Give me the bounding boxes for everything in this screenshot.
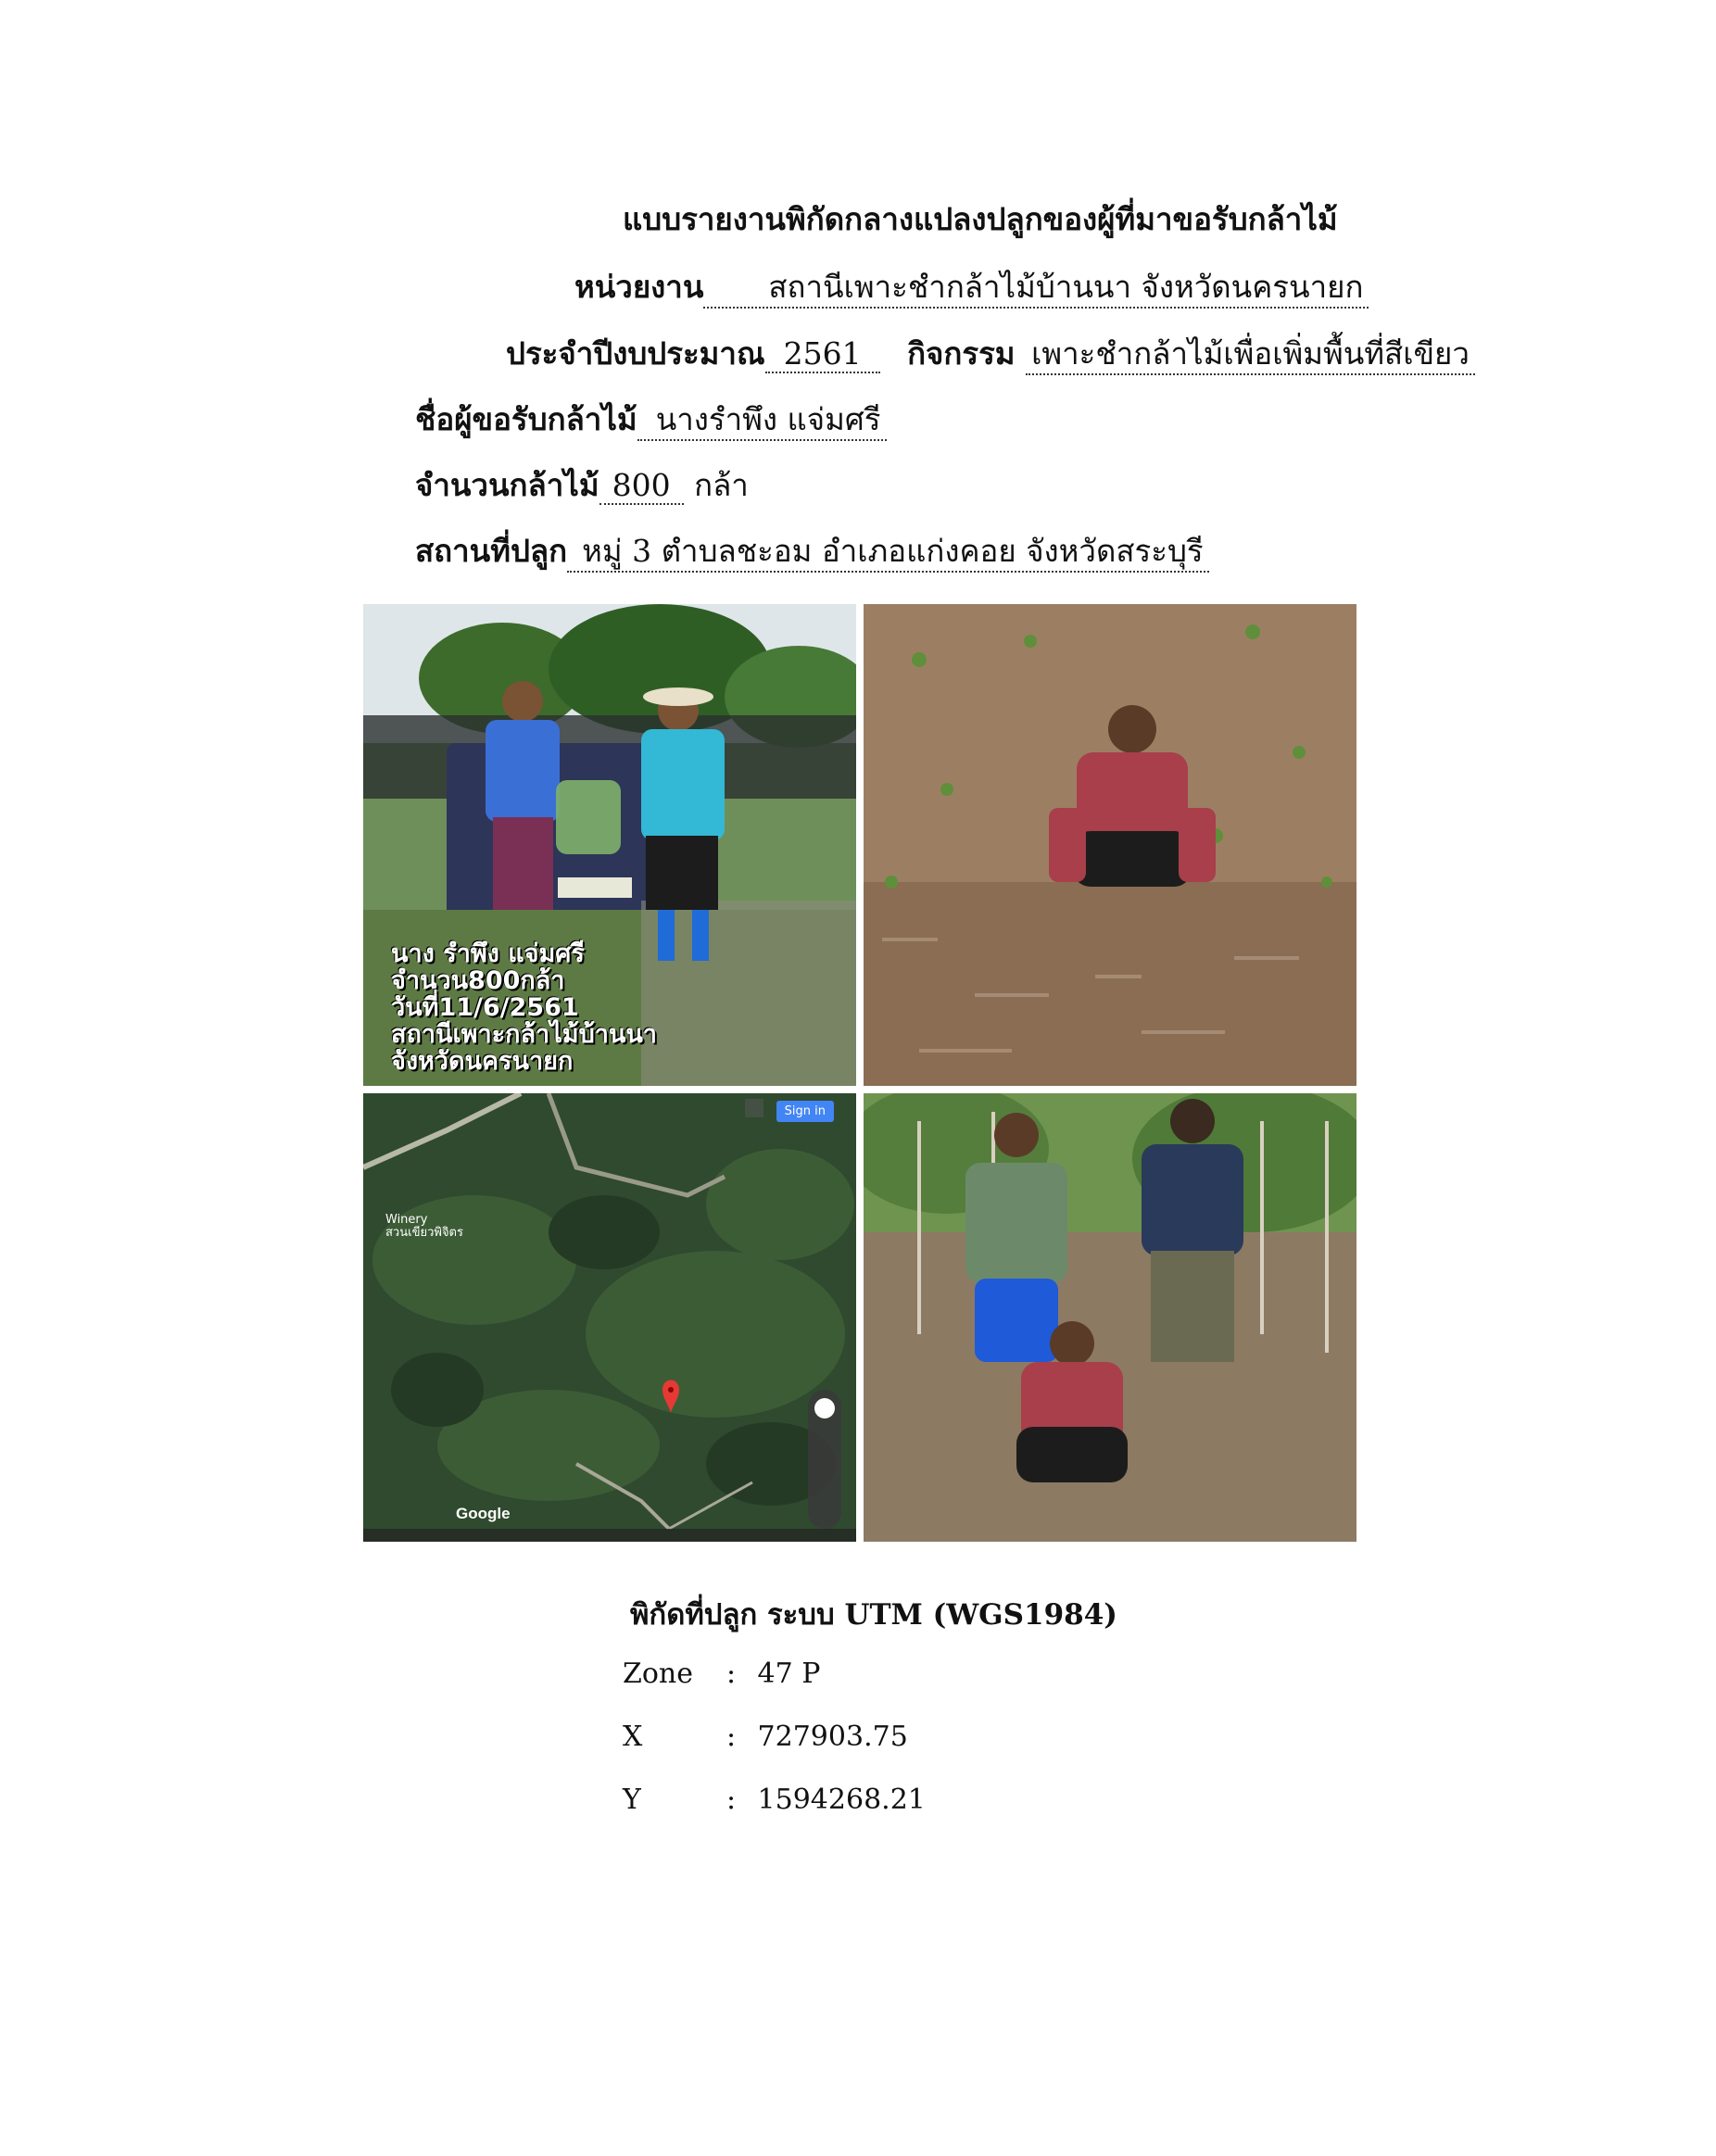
satellite-image — [363, 1093, 856, 1542]
activity-value: เพาะชำกล้าไม้เพื่อเพิ่มพื้นที่สีเขียว — [1026, 335, 1475, 375]
fiscal-year-value: 2561 — [765, 335, 880, 373]
x-value: 727903.75 — [757, 1721, 908, 1753]
handover-caption — [391, 940, 657, 1075]
zone-label: Zone — [623, 1658, 693, 1690]
caption-date: วันที่11/6/2561 — [391, 993, 579, 1022]
caption-name: นาง รำพึง แจ่มศรี — [391, 939, 585, 968]
quantity-value: 800 — [599, 467, 684, 505]
photo-group — [864, 1093, 1356, 1542]
y-label: Y — [623, 1784, 641, 1816]
map-sign-in-button[interactable]: Sign in — [776, 1101, 834, 1122]
x-label: X — [623, 1721, 643, 1753]
x-separator: : — [726, 1721, 737, 1753]
quantity-row — [415, 460, 749, 510]
photo-handover — [363, 604, 856, 1086]
location-label: สถานที่ปลูก — [415, 533, 568, 569]
coordinates-heading: พิกัดที่ปลูก ระบบ UTM (WGS1984) — [630, 1598, 1117, 1632]
zone-value: 47 P — [757, 1658, 821, 1690]
fiscal-year-label: ประจำปีงบประมาณ — [506, 335, 765, 372]
map-place-label[interactable] — [385, 1214, 463, 1240]
y-value: 1594268.21 — [757, 1784, 926, 1816]
recipient-value: นางรำพึง แจ่มศรี — [637, 401, 887, 441]
location-value: หมู่ 3 ตำบลชะอม อำเภอแก่งคอย จังหวัดสระบุรี — [567, 533, 1209, 573]
recipient-label: ชื่อผู้ขอรับกล้าไม้ — [415, 401, 637, 437]
recipient-row — [415, 395, 887, 444]
map-place-label-2: สวนเขียวพิจิตร — [385, 1226, 463, 1240]
y-separator: : — [726, 1784, 737, 1816]
google-logo: Google — [456, 1505, 511, 1522]
x-row — [623, 1721, 908, 1753]
zone-separator: : — [726, 1658, 737, 1690]
activity-label: กิจกรรม — [907, 335, 1016, 372]
quantity-label: จำนวนกล้าไม้ — [415, 467, 599, 503]
photo-collage — [363, 604, 1356, 1542]
satellite-map[interactable] — [363, 1093, 856, 1542]
agency-value: สถานีเพาะชำกล้าไม้บ้านนา จังหวัดนครนายก — [703, 269, 1369, 309]
y-row — [623, 1784, 926, 1816]
fiscal-activity-row — [506, 329, 1475, 378]
agency-row — [574, 262, 1369, 311]
page-title: แบบรายงานพิกัดกลางแปลงปลูกของผู้ที่มาขอรับกล้าไม้ — [623, 201, 1338, 237]
agency-label: หน่วยงาน — [574, 269, 704, 305]
photo-planting — [864, 604, 1356, 1086]
caption-station: สถานีเพาะกล้าไม้บ้านนา — [391, 1020, 657, 1049]
quantity-unit: กล้า — [694, 467, 749, 503]
caption-province: จังหวัดนครนายก — [391, 1047, 574, 1076]
map-place-label-1: Winery — [385, 1213, 428, 1227]
planting-scene-image — [864, 604, 1356, 1086]
zone-row — [623, 1658, 820, 1690]
location-row — [415, 526, 1209, 575]
caption-quantity: จำนวน800กล้า — [391, 966, 565, 995]
group-scene-image — [864, 1093, 1356, 1542]
